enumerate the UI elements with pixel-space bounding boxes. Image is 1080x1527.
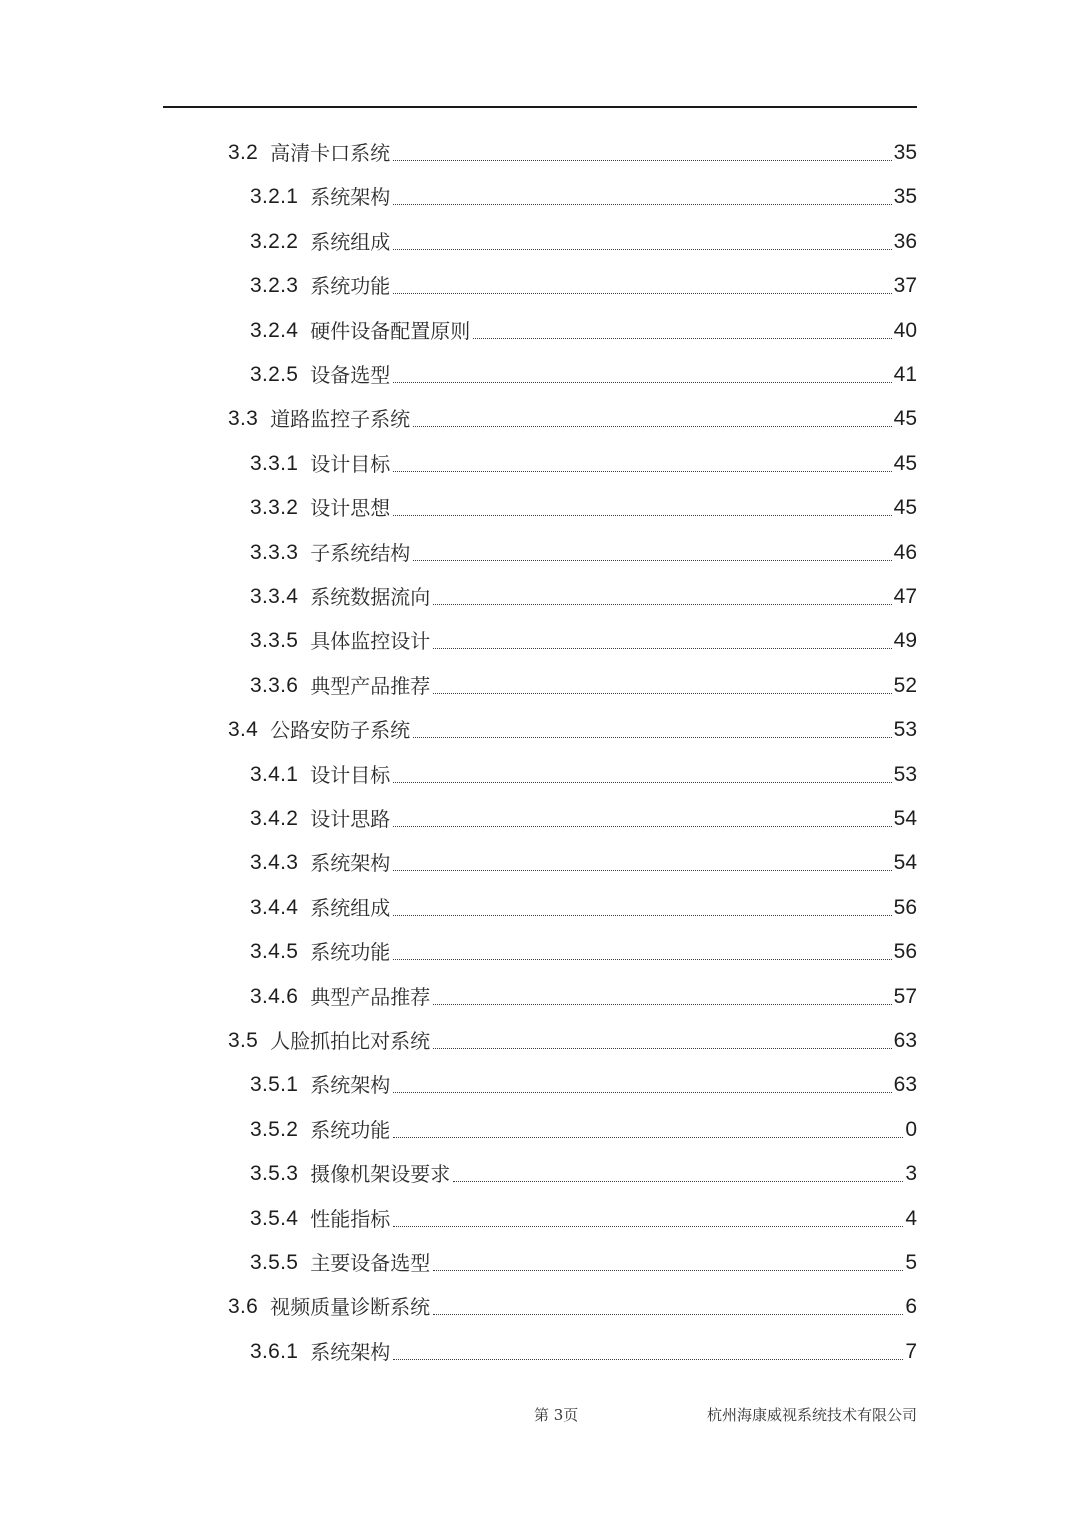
toc-entry-page: 52 <box>893 674 917 697</box>
toc-entry-number: 3.3.3 <box>250 541 299 564</box>
toc-entry-title: 系统架构 <box>310 1340 391 1364</box>
toc-entry-page: 37 <box>893 274 917 297</box>
toc-entry-title: 性能指标 <box>310 1207 391 1231</box>
toc-entry-page: 45 <box>893 452 917 475</box>
toc-dot-leader <box>393 470 891 472</box>
toc-entry-title: 道路监控子系统 <box>270 407 411 431</box>
toc-entry-number: 3.4.4 <box>250 896 299 919</box>
toc-entry[interactable] <box>228 708 917 752</box>
toc-dot-leader <box>393 869 891 871</box>
toc-entry-title: 设计思想 <box>310 496 391 520</box>
toc-entry[interactable] <box>228 131 917 175</box>
toc-entry-title: 子系统结构 <box>310 541 411 565</box>
toc-dot-leader <box>453 1180 903 1182</box>
toc-dot-leader <box>473 337 891 339</box>
toc-entry-page: 54 <box>893 807 917 830</box>
toc-entry-number: 3.4.5 <box>250 940 299 963</box>
toc-entry[interactable] <box>228 397 917 441</box>
toc-dot-leader <box>393 825 891 827</box>
toc-dot-leader <box>433 603 891 605</box>
toc-entry-page: 0 <box>905 1118 917 1141</box>
toc-entry-page: 36 <box>893 230 917 253</box>
toc-entry[interactable] <box>250 797 917 841</box>
toc-entry-page: 53 <box>893 763 917 786</box>
toc-entry[interactable] <box>228 1285 917 1329</box>
toc-entry[interactable] <box>250 264 917 308</box>
toc-entry[interactable] <box>250 486 917 530</box>
toc-entry-page: 56 <box>893 896 917 919</box>
toc-entry-number: 3.4.6 <box>250 985 299 1008</box>
toc-entry[interactable] <box>250 975 917 1019</box>
toc-entry-title: 系统架构 <box>310 1073 391 1097</box>
header-rule <box>163 106 917 108</box>
toc-entry-title: 典型产品推荐 <box>310 985 431 1009</box>
toc-entry-page: 46 <box>893 541 917 564</box>
toc-entry[interactable] <box>250 442 917 486</box>
toc-entry[interactable] <box>250 664 917 708</box>
toc-entry-title: 系统功能 <box>310 274 391 298</box>
toc-entry-title: 系统组成 <box>310 230 391 254</box>
toc-entry-page: 35 <box>893 141 917 164</box>
toc-entry-number: 3.2.3 <box>250 274 299 297</box>
toc-entry-number: 3.3.5 <box>250 629 299 652</box>
toc-entry[interactable] <box>250 531 917 575</box>
footer-company-name: 杭州海康威视系统技术有限公司 <box>706 1406 917 1424</box>
toc-entry-number: 3.6 <box>228 1295 259 1318</box>
toc-entry-number: 3.3.1 <box>250 452 299 475</box>
toc-entry-title: 人脸抓拍比对系统 <box>270 1029 431 1053</box>
toc-entry-number: 3.2 <box>228 141 259 164</box>
toc-dot-leader <box>433 1003 891 1005</box>
toc-dot-leader <box>393 381 891 383</box>
toc-dot-leader <box>393 914 891 916</box>
toc-entry-title: 系统功能 <box>310 1118 391 1142</box>
toc-entry[interactable] <box>250 619 917 663</box>
toc-entry-title: 设备选型 <box>310 363 391 387</box>
toc-entry-page: 47 <box>893 585 917 608</box>
toc-entry-title: 公路安防子系统 <box>270 718 411 742</box>
toc-entry-page: 63 <box>893 1073 917 1096</box>
toc-entry-title: 系统功能 <box>310 940 391 964</box>
toc-entry[interactable] <box>250 353 917 397</box>
toc-entry-title: 硬件设备配置原则 <box>310 319 471 343</box>
toc-dot-leader <box>393 292 891 294</box>
toc-entry-title: 主要设备选型 <box>310 1251 431 1275</box>
toc-entry[interactable] <box>250 220 917 264</box>
toc-entry-number: 3.2.1 <box>250 185 299 208</box>
toc-entry-number: 3.5.5 <box>250 1251 299 1274</box>
toc-entry-number: 3.4.1 <box>250 763 299 786</box>
toc-entry-title: 设计思路 <box>310 807 391 831</box>
toc-entry-title: 设计目标 <box>310 763 391 787</box>
toc-entry-page: 63 <box>893 1029 917 1052</box>
toc-dot-leader <box>433 647 891 649</box>
toc-entry-number: 3.3 <box>228 407 259 430</box>
toc-entry[interactable] <box>250 753 917 797</box>
toc-entry-title: 典型产品推荐 <box>310 674 431 698</box>
toc-entry-page: 49 <box>893 629 917 652</box>
toc-entry-number: 3.4.2 <box>250 807 299 830</box>
toc-dot-leader <box>393 1136 903 1138</box>
toc-dot-leader <box>433 1313 903 1315</box>
toc-entry-number: 3.5.4 <box>250 1207 299 1230</box>
toc-dot-leader <box>393 159 892 161</box>
toc-dot-leader <box>393 781 891 783</box>
toc-entry-title: 视频质量诊断系统 <box>270 1295 431 1319</box>
toc-entry[interactable] <box>250 1108 917 1152</box>
toc-entry-number: 3.4 <box>228 718 259 741</box>
toc-entry-title: 系统数据流向 <box>310 585 431 609</box>
page-footer <box>0 1404 1080 1428</box>
toc-entry-page: 7 <box>905 1340 917 1363</box>
toc-entry-page: 40 <box>893 319 917 342</box>
toc-dot-leader <box>433 692 891 694</box>
toc-entry-title: 具体监控设计 <box>310 629 431 653</box>
toc-entry-page: 41 <box>893 363 917 386</box>
toc-dot-leader <box>393 514 891 516</box>
toc-entry[interactable] <box>228 1019 917 1063</box>
toc-dot-leader <box>393 1358 903 1360</box>
toc-entry-page: 5 <box>905 1251 917 1274</box>
toc-entry-page: 45 <box>893 407 917 430</box>
toc-entry-number: 3.5.3 <box>250 1162 299 1185</box>
toc-entry-page: 57 <box>893 985 917 1008</box>
toc-entry[interactable] <box>250 1063 917 1107</box>
toc-entry-number: 3.6.1 <box>250 1340 299 1363</box>
toc-dot-leader <box>393 1091 891 1093</box>
toc-entry-title: 高清卡口系统 <box>270 141 391 165</box>
toc-entry-number: 3.4.3 <box>250 851 299 874</box>
toc-entry-number: 3.5.1 <box>250 1073 299 1096</box>
toc-entry[interactable] <box>250 309 917 353</box>
toc-entry-number: 3.3.2 <box>250 496 299 519</box>
toc-entry-number: 3.5.2 <box>250 1118 299 1141</box>
toc-entry-title: 设计目标 <box>310 452 391 476</box>
toc-entry[interactable] <box>250 841 917 885</box>
toc-entry-number: 3.5 <box>228 1029 259 1052</box>
toc-entry-title: 系统架构 <box>310 851 391 875</box>
toc-entry-title: 摄像机架设要求 <box>310 1162 451 1186</box>
toc-entry[interactable] <box>250 1197 917 1241</box>
toc-dot-leader <box>393 1225 903 1227</box>
toc-entry[interactable] <box>250 886 917 930</box>
toc-entry-page: 35 <box>893 185 917 208</box>
footer-page-number: 第 3页 <box>534 1406 579 1424</box>
toc-entry-number: 3.2.2 <box>250 230 299 253</box>
toc-dot-leader <box>393 958 891 960</box>
toc-entry[interactable] <box>250 930 917 974</box>
toc-dot-leader <box>413 559 891 561</box>
toc-entry-page: 53 <box>893 718 917 741</box>
toc-entry[interactable] <box>250 575 917 619</box>
toc-dot-leader <box>433 1047 892 1049</box>
toc-entry-page: 56 <box>893 940 917 963</box>
toc-dot-leader <box>433 1269 903 1271</box>
toc-entry-number: 3.2.5 <box>250 363 299 386</box>
toc-entry-page: 45 <box>893 496 917 519</box>
toc-entry-page: 54 <box>893 851 917 874</box>
toc-entry-page: 3 <box>905 1162 917 1185</box>
toc-entry-number: 3.3.6 <box>250 674 299 697</box>
toc-entry-title: 系统组成 <box>310 896 391 920</box>
toc-entry-number: 3.3.4 <box>250 585 299 608</box>
toc-entry-page: 4 <box>905 1207 917 1230</box>
toc-dot-leader <box>413 425 892 427</box>
toc-entry[interactable] <box>250 1241 917 1285</box>
toc-entry-number: 3.2.4 <box>250 319 299 342</box>
toc-dot-leader <box>413 736 892 738</box>
toc-entry-title: 系统架构 <box>310 185 391 209</box>
toc-entry[interactable] <box>250 175 917 219</box>
toc-entry-page: 6 <box>905 1295 917 1318</box>
toc-dot-leader <box>393 203 891 205</box>
toc-entry[interactable] <box>250 1330 917 1374</box>
toc-entry[interactable] <box>250 1152 917 1196</box>
toc-dot-leader <box>393 248 891 250</box>
